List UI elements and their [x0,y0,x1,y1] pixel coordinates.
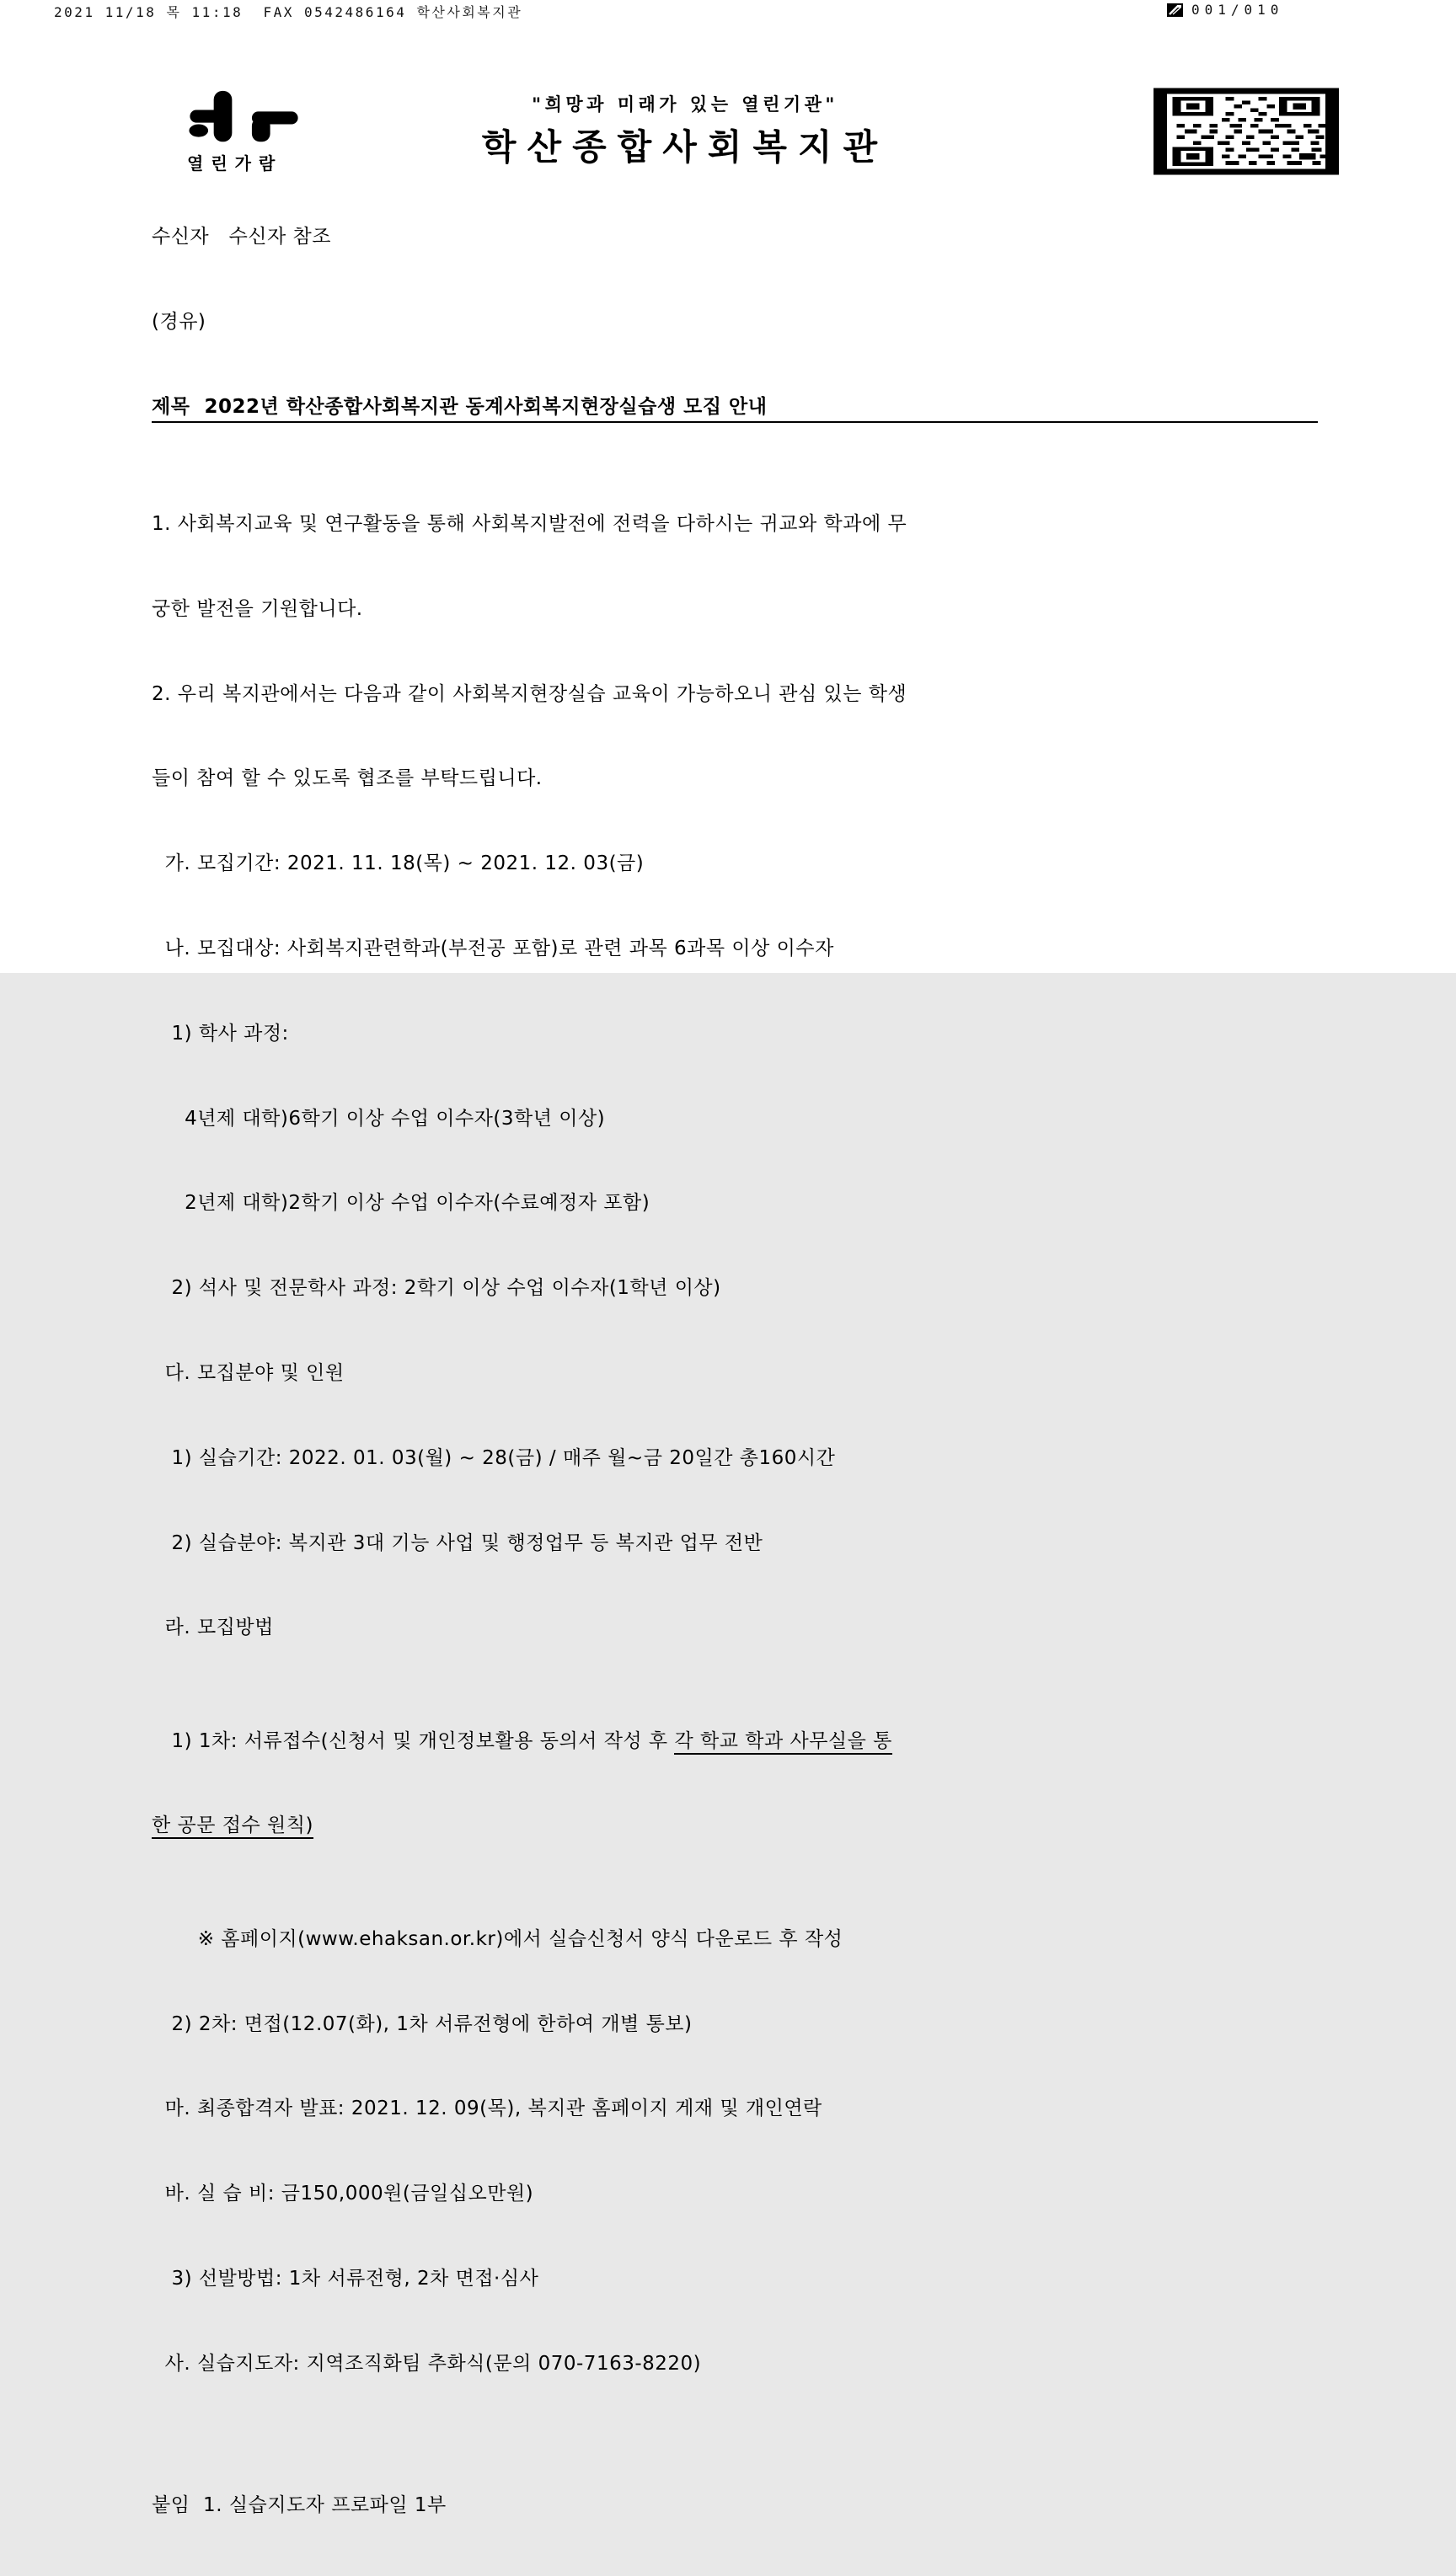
body-line: 4년제 대학)6학기 이상 수업 이수자(3학년 이상) [152,1107,606,1130]
fax-page-number: 001/010 [1191,2,1284,18]
apply-line-underlined: 각 학교 학과 사무실을 통 [674,1730,891,1755]
body-line: ※ 홈페이지(www.ehaksan.or.kr)에서 실습신청서 양식 다운로드 후 작성 [152,1927,843,1950]
recipient-line: 수신자 수신자 참조 [152,226,331,249]
body-line: 1) 실습기간: 2022. 01. 03(월) ~ 28(금) / 매주 월~금 20일간 총160시간 [152,1446,836,1469]
apply-line-cont-underlined: 한 공문 접수 원칙) [152,1814,313,1839]
body-line: 바. 실 습 비: 금150,000원(금일십오만원) [152,2183,534,2205]
via-line: (경유) [152,310,206,333]
letterhead-center [445,91,925,170]
body-line-apply [152,1728,1318,1756]
body-line: 다. 모집분야 및 인원 [152,1361,345,1384]
letterhead-logo [187,89,305,174]
fax-page-indicator-group [1167,2,1283,18]
apply-line-prefix: 1) 1차: 서류접수(신청서 및 개인정보활용 동의서 작성 후 [152,1729,675,1752]
body-line: 나. 모집대상: 사회복지관련학과(부전공 포함)로 관련 과목 6과목 이상 이수자 [152,938,834,960]
document-body [152,167,1318,2576]
body-line: 들이 참여 할 수 있도록 협조를 부탁드립니다. [152,767,543,790]
body-line: 2년제 대학)2학기 이상 수업 이수자(수료예정자 포함) [152,1192,650,1215]
body-line: 2) 석사 및 전문학사 과정: 2학기 이상 수업 이수자(1학년 이상) [152,1277,721,1300]
logo-caption: 열린가람 [187,153,283,174]
fax-page-icon [1167,3,1183,17]
body-line: 라. 모집방법 [152,1617,274,1639]
body-line: 3) 선발방법: 1차 서류전형, 2차 면접·심사 [152,2267,539,2290]
body-line: 2) 실습분야: 복지관 3대 기능 사업 및 행정업무 등 복지관 업무 전반 [152,1531,763,1554]
org-name: 학산종합사회복지관 [481,126,889,168]
body-line: 사. 실습지도자: 지역조직화팀 추화식(문의 070-7163-8220) [152,2352,702,2375]
subject-line: 제목 2022년 학산종합사회복지관 동계사회복지현장실습생 모집 안내 [152,393,1318,424]
body-line: 마. 최종합격자 발표: 2021. 12. 09(목), 복지관 홈페이지 게재 및 개인연락 [152,2098,822,2120]
body-line: 1) 학사 과정: [152,1022,289,1045]
attachment-line: 붙임 1. 실습지도자 프로파일 1부 [152,2493,447,2516]
body-line: 궁한 발전을 기원합니다. [152,597,363,620]
body-line: 2) 2차: 면접(12.07(화), 1차 서류전형에 한하여 개별 통보) [152,2012,693,2035]
body-line: 가. 모집기간: 2021. 11. 18(목) ~ 2021. 12. 03(금) [152,852,645,875]
org-slogan: "희망과 미래가 있는 열린기관" [532,94,838,115]
fax-timestamp-line: 2021 11/18 목 11:18 FAX 0542486164 학산사회복지관 [54,4,523,20]
qr-code [1160,91,1332,172]
open-garam-logo-icon [187,89,305,148]
body-line: 2. 우리 복지관에서는 다음과 같이 사회복지현장실습 교육이 가능하오니 관심 있는 학생 [152,682,907,705]
body-line: 1. 사회복지교육 및 연구활동을 통해 사회복지발전에 전력을 다하시는 귀교와 학과에 무 [152,513,907,536]
body-line-apply-cont [152,1812,1318,1841]
